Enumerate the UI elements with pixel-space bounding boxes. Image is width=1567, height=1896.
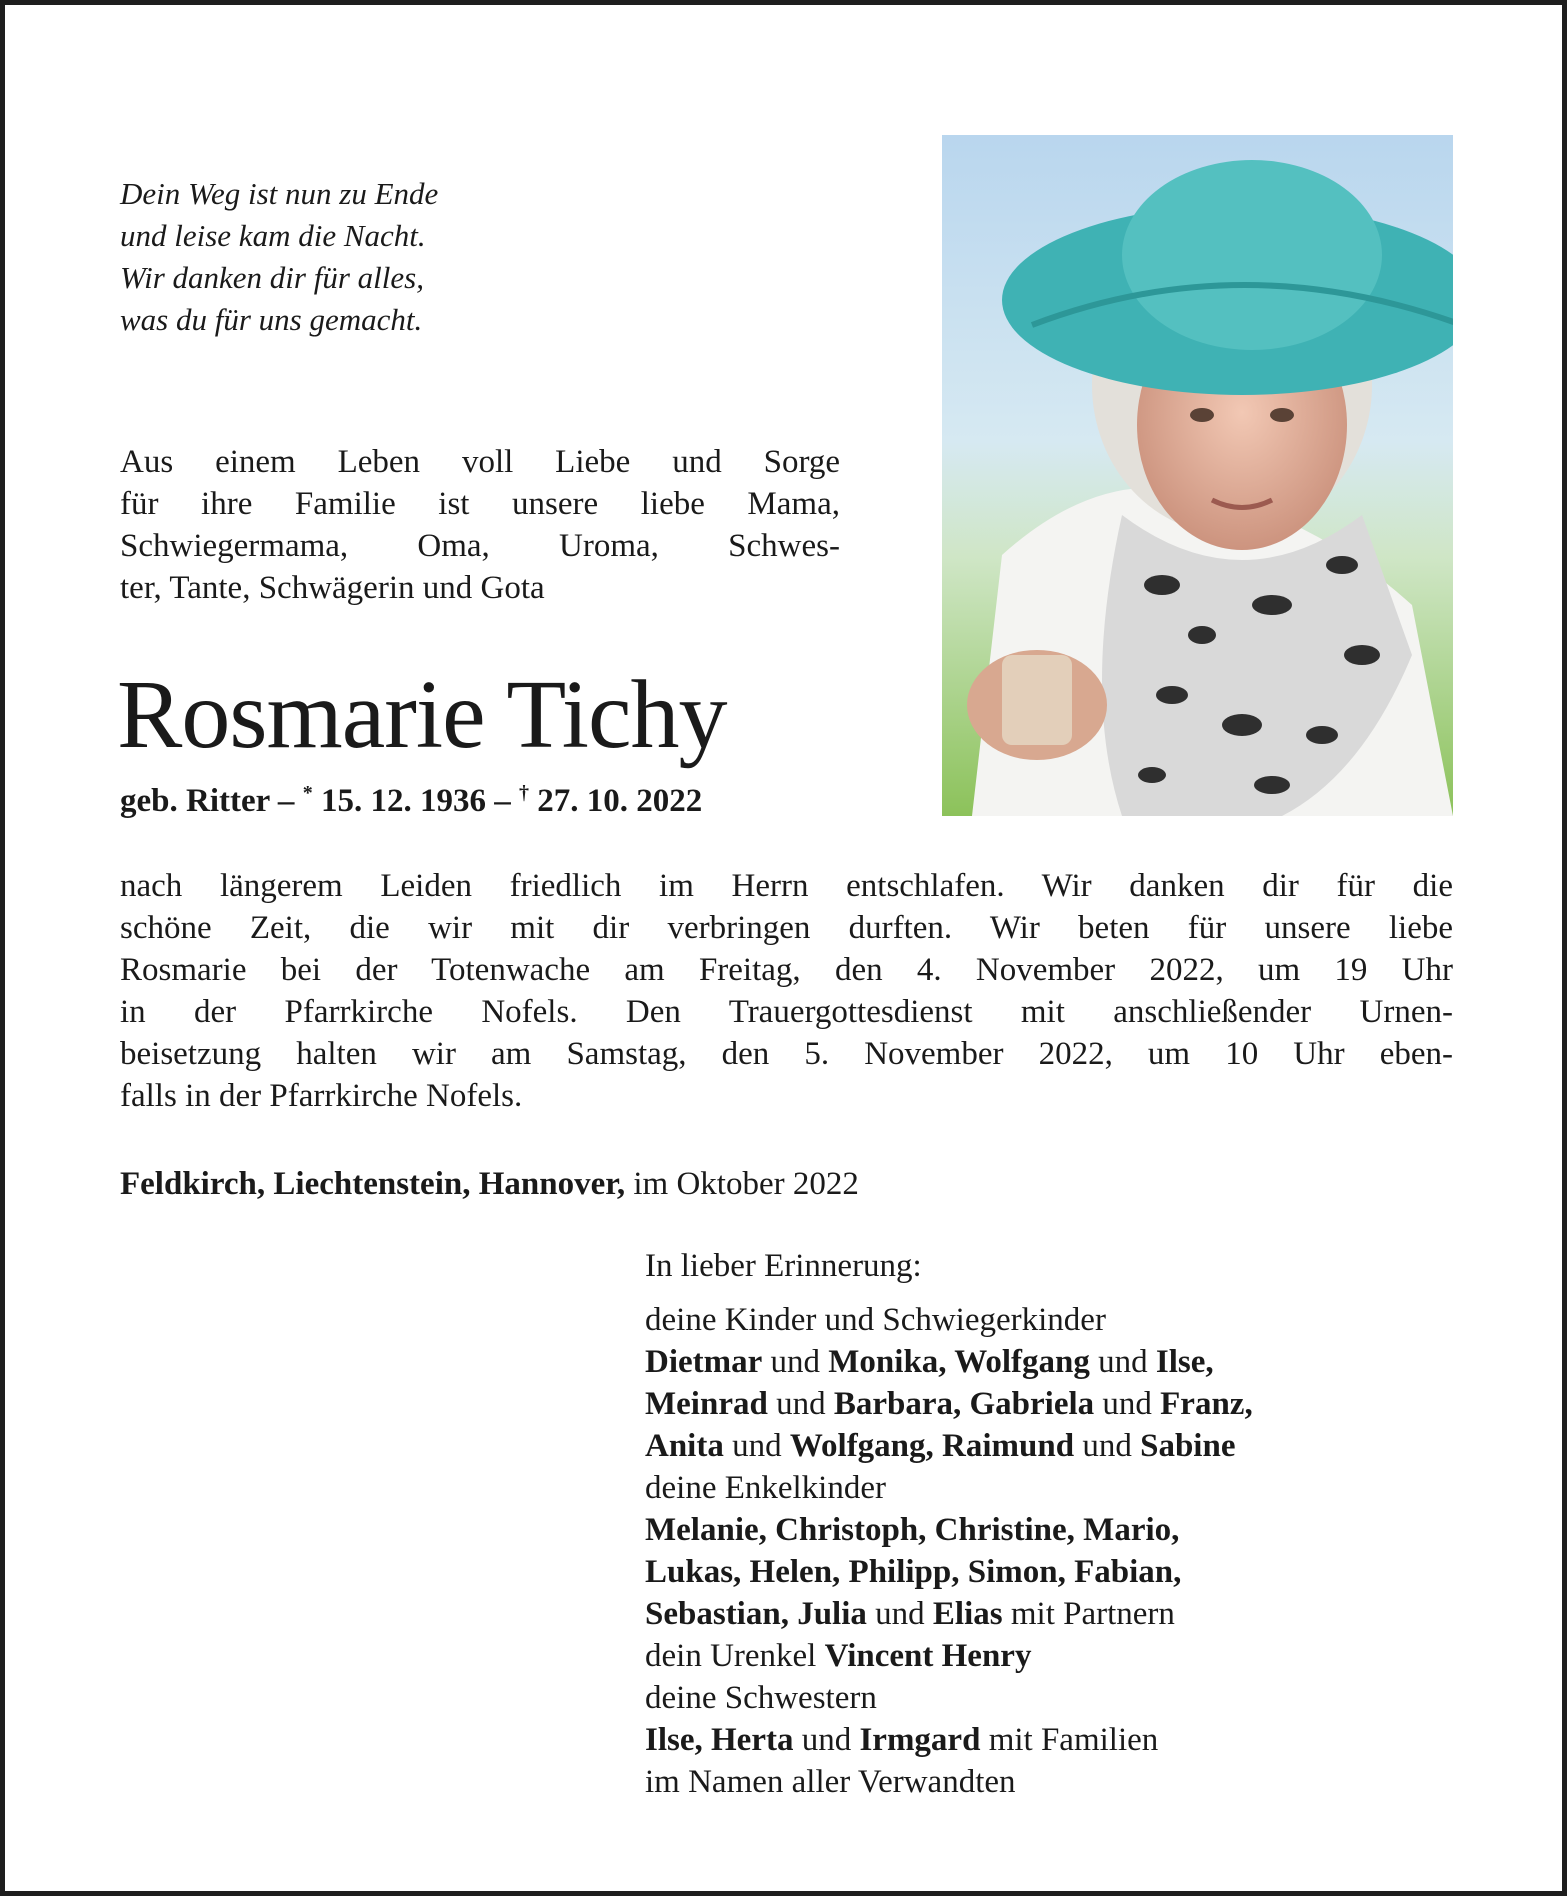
connector-text: und: [762, 1344, 829, 1380]
name-line: [645, 1593, 1465, 1635]
relative-name: Dietmar: [645, 1344, 763, 1380]
connector-text: und: [1074, 1428, 1141, 1464]
poem: [120, 173, 600, 341]
body-line: beisetzung halten wir am Samstag, den 5. November 2022, um 10 Uhr eben-: [120, 1036, 1453, 1072]
place-month: im Oktober 2022: [625, 1166, 859, 1202]
body-line: Rosmarie bei der Totenwache am Freitag, den 4. November 2022, um 19 Uhr: [120, 952, 1453, 988]
intro-line: für ihre Familie ist unsere liebe Mama,: [120, 486, 840, 522]
poem-line: Dein Weg ist nun zu Ende: [120, 176, 439, 211]
great-grandchild-label: dein Urenkel: [645, 1638, 825, 1674]
intro-text: [120, 441, 840, 609]
intro-line: Schwiegermama, Oma, Uroma, Schwes-: [120, 528, 840, 564]
relative-name: Franz,: [1160, 1386, 1253, 1422]
name-line: [645, 1551, 1465, 1593]
great-grandchild-line: [645, 1635, 1465, 1677]
relative-name: Barbara, Gabriela: [833, 1386, 1095, 1422]
relative-name: Melanie, Christoph, Christine, Mario,: [645, 1512, 1180, 1548]
body-line: nach längerem Leiden friedlich im Herrn entschlafen. Wir danken dir für die: [120, 868, 1453, 904]
relative-name: Irmgard: [859, 1722, 981, 1758]
great-grandchild-name: Vincent Henry: [824, 1638, 1032, 1674]
children-label: deine Kinder und Schwiegerkinder: [645, 1302, 1106, 1338]
family-list: [645, 1245, 1465, 1803]
poem-line: und leise kam die Nacht.: [120, 218, 426, 253]
name-line: [645, 1383, 1465, 1425]
grandchildren-label: deine Enkelkinder: [645, 1470, 886, 1506]
family-heading: In lieber Erinnerung:: [645, 1248, 922, 1284]
portrait-photo: [942, 135, 1453, 816]
connector-text: mit Familien: [980, 1722, 1159, 1758]
relative-name: Wolfgang, Raimund: [789, 1428, 1075, 1464]
death-symbol: †: [518, 782, 529, 804]
place-towns: Feldkirch, Liechtenstein, Hannover,: [120, 1166, 626, 1202]
relative-name: Anita: [645, 1428, 724, 1464]
connector-text: mit Partnern: [1002, 1596, 1175, 1632]
maiden-name: geb. Ritter –: [120, 783, 303, 819]
children-names: [645, 1341, 1465, 1467]
relative-name: Ilse, Herta: [645, 1722, 794, 1758]
connector-text: und: [866, 1596, 933, 1632]
relative-name: Lukas, Helen, Philipp, Simon, Fabian,: [645, 1554, 1182, 1590]
connector-text: und: [723, 1428, 790, 1464]
body-text: [120, 865, 1453, 1117]
place-date: [120, 1163, 859, 1205]
birth-symbol: *: [302, 782, 313, 804]
body-line: falls in der Pfarrkirche Nofels.: [120, 1078, 523, 1114]
relative-name: Ilse,: [1155, 1344, 1214, 1380]
life-dates: [120, 780, 702, 822]
body-line: in der Pfarrkirche Nofels. Den Trauergottesdienst mit anschließender Urnen-: [120, 994, 1453, 1030]
death-date: 27. 10. 2022: [528, 783, 703, 819]
relative-name: Sabine: [1140, 1428, 1236, 1464]
connector-text: und: [1094, 1386, 1161, 1422]
connector-text: und: [767, 1386, 834, 1422]
deceased-name: Rosmarie Tichy: [117, 661, 727, 769]
portrait-illustration: [942, 135, 1453, 816]
poem-line: was du für uns gemacht.: [120, 302, 423, 337]
connector-text: und: [793, 1722, 860, 1758]
relative-name: Elias: [932, 1596, 1003, 1632]
grandchildren-names: [645, 1509, 1465, 1635]
name-line: [645, 1509, 1465, 1551]
relative-name: Sebastian, Julia: [645, 1596, 867, 1632]
poem-line: Wir danken dir für alles,: [120, 260, 424, 295]
sisters-label: deine Schwestern: [645, 1680, 877, 1716]
intro-line: ter, Tante, Schwägerin und Gota: [120, 570, 545, 606]
sisters-names: [645, 1719, 1465, 1761]
intro-line: Aus einem Leben voll Liebe und Sorge: [120, 444, 840, 480]
name-line: [645, 1719, 1465, 1761]
name-line: [645, 1341, 1465, 1383]
connector-text: und: [1089, 1344, 1156, 1380]
relative-name: Monika, Wolfgang: [828, 1344, 1090, 1380]
body-line: schöne Zeit, die wir mit dir verbringen durften. Wir beten für unsere liebe: [120, 910, 1453, 946]
birth-date: 15. 12. 1936 –: [312, 783, 519, 819]
relative-name: Meinrad: [645, 1386, 768, 1422]
family-closing: im Namen aller Verwandten: [645, 1764, 1016, 1800]
name-line: [645, 1425, 1465, 1467]
